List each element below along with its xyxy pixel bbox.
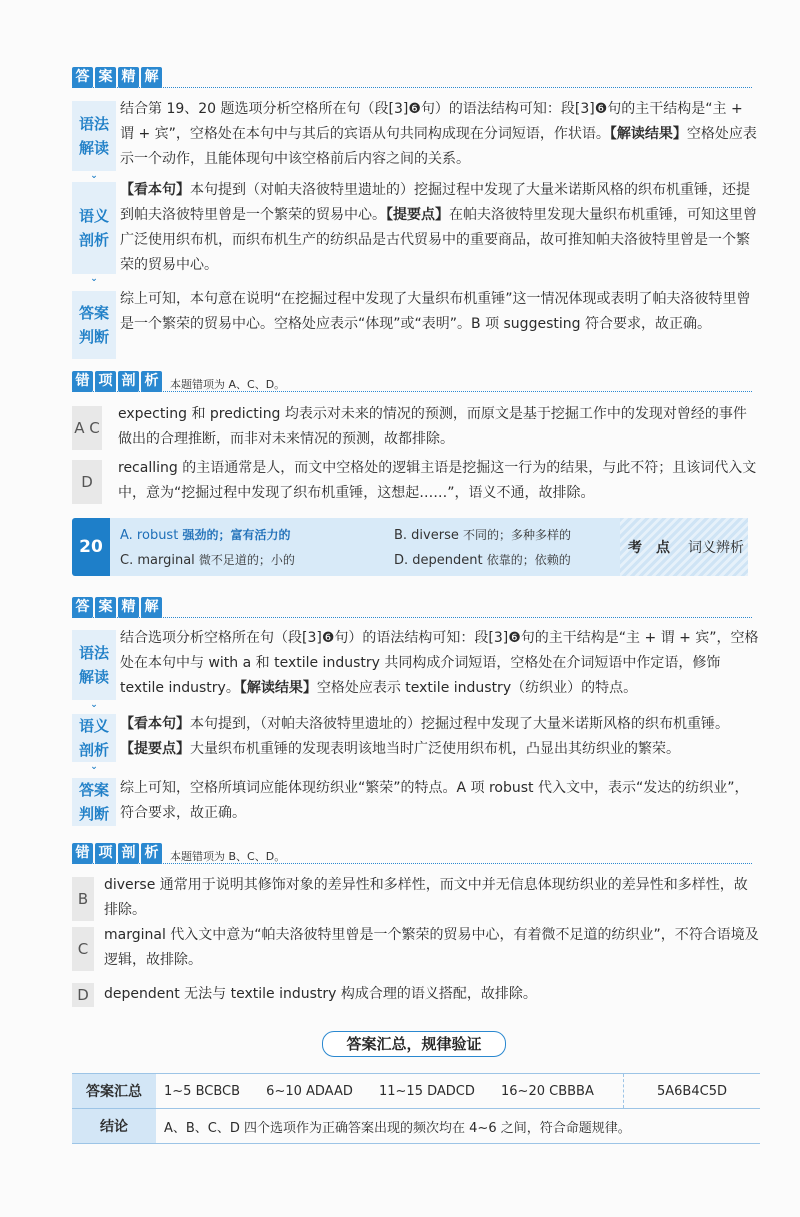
wrong-option-text: marginal 代入文中意为“帕夫洛彼特里曾是一个繁荣的贸易中心，有着微不足道的纺织业”，不符合语境及逻辑，故排除。 — [104, 927, 759, 968]
grammar-tag — [72, 630, 116, 710]
chevron-down-icon: ⌄ — [90, 171, 98, 181]
header-rule — [72, 617, 752, 618]
wrong-options-header-2 — [72, 842, 285, 864]
option-cn: 依靠的；依赖的 — [486, 553, 571, 567]
option-a — [120, 526, 290, 543]
text-part-bold: 【解读结果】 — [239, 680, 317, 696]
text-part: 空格处应表示 textile industry（纺织业）的特点。 — [316, 680, 638, 696]
grammar-block-2 — [72, 626, 760, 710]
header-char: 解 — [141, 67, 162, 88]
answer-judgement-block-2 — [72, 776, 760, 828]
header-char: 案 — [95, 67, 116, 88]
text-part: 结合第 19、20 题选项分析空格所在句（段[3]❻句）的语法结构可知：段[3]❻句的主干结构是“主 + 谓 + 宾”，空格处在本句中与其后的宾语从句共同构成现在分词短语，作状语。 — [120, 101, 743, 142]
answer-group: 11~15 DADCD — [378, 1083, 475, 1099]
text-part: 本句提到，（对帕夫洛彼特里遗址的）挖掘过程中发现了大量米诺斯风格的织布机重锤。 — [190, 716, 729, 732]
text-part-bold: 【看本句】 — [120, 182, 190, 198]
option-en: B. diverse — [394, 528, 459, 543]
tag-line: 语法 — [78, 115, 109, 133]
option-letter: B — [72, 877, 94, 921]
conclusion-row — [72, 1109, 760, 1144]
header-char: 剖 — [118, 843, 139, 864]
tag-line: 判断 — [78, 328, 109, 346]
semantic-block-1 — [72, 178, 760, 284]
option-cn: 强劲的；富有活力的 — [182, 528, 291, 542]
question-20-box — [72, 518, 748, 576]
grammar-text — [120, 97, 760, 172]
text-part-bold: 【解读结果】 — [609, 126, 687, 142]
answer-tag — [72, 291, 116, 359]
header-char: 答 — [72, 67, 93, 88]
option-d — [394, 551, 571, 568]
option-en: A. robust — [120, 528, 179, 543]
option-letter: A C — [72, 406, 102, 450]
wrong-option-text: recalling 的主语通常是人，而文中空格处的逻辑主语是挖掘这一行为的结果，与此不符；且该词代入文中，意为“挖掘过程中发现了织布机重锤，这想起……”，语义不通，故排除。 — [118, 460, 757, 501]
header-rule — [72, 87, 752, 88]
test-point-label: 考 点 — [628, 540, 670, 556]
semantic-text — [120, 712, 760, 762]
question-number: 20 — [72, 518, 110, 576]
semantic-tag — [72, 714, 116, 772]
tag-line: 语义 — [78, 207, 109, 225]
wrong-options-note: 本题错项为 A、C、D。 — [170, 378, 286, 391]
option-letter: C — [72, 927, 94, 971]
option-c — [120, 551, 295, 568]
wrong-option-d — [72, 982, 760, 1008]
summary-table — [72, 1073, 760, 1144]
header-char: 析 — [141, 843, 162, 864]
option-letter: D — [72, 983, 94, 1007]
text-part-bold: 【看本句】 — [120, 716, 190, 732]
chevron-down-icon: ⌄ — [90, 762, 98, 772]
wrong-option-text: diverse 通常用于说明其修饰对象的差异性和多样性，而文中并无信息体现纺织业的差异性和多样性，故排除。 — [104, 877, 748, 918]
wrong-option-text: dependent 无法与 textile industry 构成合理的语义搭配，故排除。 — [104, 986, 537, 1002]
summary-title: 答案汇总，规律验证 — [322, 1031, 506, 1057]
answer-tag — [72, 778, 116, 826]
test-point-value: 词义辨析 — [688, 540, 744, 556]
text-part-bold: 【提要点】 — [120, 741, 190, 757]
wrong-option-c — [72, 923, 760, 975]
header-char: 析 — [141, 371, 162, 392]
answer-count: 5A6B4C5D — [624, 1074, 761, 1109]
tag-line: 语义 — [78, 717, 109, 735]
wrong-options-note: 本题错项为 B、C、D。 — [170, 850, 286, 863]
answer-group: 16~20 CBBBA — [501, 1083, 594, 1099]
grammar-block-1 — [72, 97, 760, 181]
option-cn: 微不足道的；小的 — [198, 553, 295, 567]
chevron-down-icon: ⌄ — [90, 700, 98, 710]
option-b — [394, 526, 571, 543]
summary-label: 答案汇总 — [72, 1074, 156, 1109]
text-part: 结合选项分析空格所在句（段[3]❻句）的语法结构可知：段[3]❻句的主干结构是“主 + 谓 + 宾”，空格处在本句中与 with a 和 textile industry 共同构成介词短语，空格处在介词短语中作定语，修饰 textile industry。 — [120, 630, 759, 696]
text-part: 本句提到（对帕夫洛彼特里遗址的）挖掘过程中发现了大量米诺斯风格的织布机重锤，还提到帕夫洛彼特里曾是一个繁荣的贸易中心。 — [120, 182, 750, 223]
header-rule — [72, 863, 752, 864]
answer-analysis-header-2 — [72, 596, 162, 618]
answer-text: 综上可知，本句意在说明“在挖掘过程中发现了大量织布机重锤”这一情况体现或表明了帕夫洛彼特里曾是一个繁荣的贸易中心。空格处应表示“体现”或“表明”。B 项 suggesting 符合要求，故正确。 — [120, 291, 751, 332]
grammar-text — [120, 626, 760, 701]
header-char: 答 — [72, 597, 93, 618]
question-options — [110, 518, 650, 576]
semantic-tag — [72, 182, 116, 284]
wrong-option-b — [72, 873, 760, 925]
wrong-option-d — [72, 456, 760, 508]
text-part-bold: 【提要点】 — [386, 207, 449, 223]
tag-line: 解读 — [78, 139, 109, 157]
option-letter: D — [72, 460, 102, 504]
header-char: 项 — [95, 843, 116, 864]
header-char: 案 — [95, 597, 116, 618]
answer-text: 综上可知，空格所填词应能体现纺织业“繁荣”的特点。A 项 robust 代入文中，表示“发达的纺织业”，符合要求，故正确。 — [120, 780, 749, 821]
option-cn: 不同的；多种多样的 — [463, 528, 572, 542]
semantic-text — [120, 178, 760, 278]
wrong-options-header-1 — [72, 370, 285, 392]
answer-list — [156, 1074, 624, 1109]
text-part: 大量织布机重锤的发现表明该地当时广泛使用织布机，凸显出其纺织业的繁荣。 — [190, 741, 680, 757]
tag-line: 剖析 — [78, 741, 109, 759]
wrong-option-ac — [72, 402, 760, 454]
header-char: 项 — [95, 371, 116, 392]
grammar-tag — [72, 101, 116, 181]
tag-line: 答案 — [78, 781, 109, 799]
option-en: D. dependent — [394, 553, 483, 568]
semantic-block-2 — [72, 712, 760, 772]
text-part: 在帕夫洛彼特里发现大量织布机重锤，可知这里曾广泛使用织布机，而织布机生产的纺织品是古代贸易中的重要商品，故可推知帕夫洛彼特里曾是一个繁荣的贸易中心。 — [120, 207, 757, 273]
conclusion-text: A、B、C、D 四个选项作为正确答案出现的频次均在 4~6 之间，符合命题规律。 — [156, 1109, 760, 1144]
test-point — [620, 518, 748, 576]
answer-group: 1~5 BCBCB — [164, 1083, 241, 1099]
option-en: C. marginal — [120, 553, 195, 568]
answer-analysis-header-1 — [72, 66, 162, 88]
chevron-down-icon: ⌄ — [90, 274, 98, 284]
header-char: 错 — [72, 843, 93, 864]
tag-line: 语法 — [78, 644, 109, 662]
header-char: 错 — [72, 371, 93, 392]
tag-line: 剖析 — [78, 231, 109, 249]
answer-group: 6~10 ADAAD — [266, 1083, 353, 1099]
header-char: 剖 — [118, 371, 139, 392]
tag-line: 答案 — [78, 304, 109, 322]
answer-judgement-block-1 — [72, 287, 760, 363]
tag-line: 判断 — [78, 805, 109, 823]
header-char: 解 — [141, 597, 162, 618]
wrong-option-text: expecting 和 predicting 均表示对未来的情况的预测，而原文是基于挖掘工作中的发现对曾经的事件做出的合理推断，而非对未来情况的预测，故都排除。 — [118, 406, 747, 447]
text-part: 空格处应表示一个动作，且能体现句中该空格前后内容之间的关系。 — [120, 126, 757, 167]
header-char: 精 — [118, 597, 139, 618]
header-char: 精 — [118, 67, 139, 88]
header-rule — [72, 391, 752, 392]
tag-line: 解读 — [78, 668, 109, 686]
summary-row — [72, 1074, 760, 1109]
conclusion-label: 结论 — [72, 1109, 156, 1144]
